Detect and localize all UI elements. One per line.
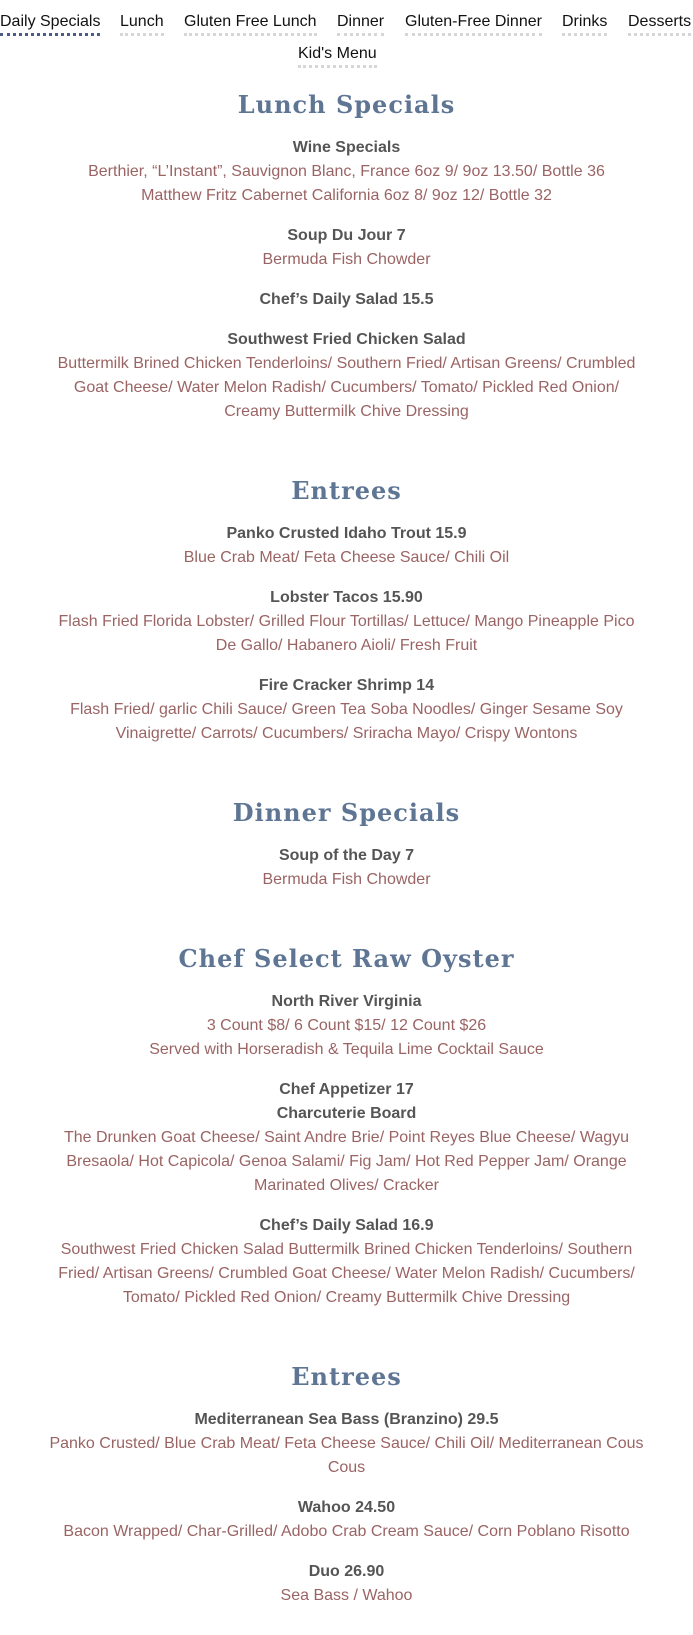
item-name-soup-du-jour: Soup Du Jour 7 [287, 227, 406, 244]
item-desc-wahoo: Bacon Wrapped/ Char-Grilled/ Adobo Crab Cream Sauce/ Corn Poblano Risotto [63, 1523, 630, 1540]
item-desc-salad-dinner-line-2: Fried/ Artisan Greens/ Crumbled Goat Cheese/ Water Melon Radish/ Cucumbers/ [58, 1265, 635, 1282]
item-desc-lobster-tacos-line-2: De Gallo/ Habanero Aioli/ Fresh Fruit [215, 637, 478, 654]
item-desc-soup-du-jour: Bermuda Fish Chowder [262, 251, 431, 268]
item-name-wine-specials: Wine Specials [292, 139, 401, 156]
item-desc-wine-line-2: Matthew Fritz Cabernet California 6oz 8/ 9oz 12/ Bottle 32 [141, 187, 552, 204]
nav-gluten-free-lunch[interactable]: Gluten Free Lunch [184, 12, 317, 36]
nav-gluten-free-dinner[interactable]: Gluten-Free Dinner [405, 12, 542, 36]
item-name-north-river-virginia: North River Virginia [271, 993, 422, 1010]
section-title-dinner-specials: Dinner Specials [232, 798, 461, 827]
item-desc-duo: Sea Bass / Wahoo [280, 1587, 413, 1604]
nav-kids-menu[interactable]: Kid's Menu [298, 44, 377, 68]
section-title-lunch-specials: Lunch Specials [237, 90, 456, 119]
item-name-fire-cracker-shrimp: Fire Cracker Shrimp 14 [258, 677, 435, 694]
item-desc-southwest-line-1: Buttermilk Brined Chicken Tenderloins/ Southern Fried/ Artisan Greens/ Crumbled [57, 355, 636, 372]
item-desc-wine-line-1: Berthier, “L’Instant”, Sauvignon Blanc, France 6oz 9/ 9oz 13.50/ Bottle 36 [88, 163, 605, 180]
section-title-dinner-entrees: Entrees [291, 1362, 402, 1391]
item-name-charcuterie-board: Charcuterie Board [276, 1105, 417, 1122]
item-name-soup-of-the-day: Soup of the Day 7 [278, 847, 415, 864]
item-desc-idaho-trout: Blue Crab Meat/ Feta Cheese Sauce/ Chili Oil [183, 549, 510, 566]
item-name-mediterranean-sea-bass: Mediterranean Sea Bass (Branzino) 29.5 [194, 1411, 499, 1428]
item-name-wahoo: Wahoo 24.50 [297, 1499, 396, 1516]
nav-dinner[interactable]: Dinner [337, 12, 384, 36]
item-name-chefs-daily-salad: Chef’s Daily Salad 15.5 [259, 291, 434, 308]
item-desc-charcuterie-line-3: Marinated Olives/ Cracker [254, 1177, 439, 1194]
item-desc-soup-of-the-day: Bermuda Fish Chowder [262, 871, 431, 888]
item-desc-oyster-sauce: Served with Horseradish & Tequila Lime Cocktail Sauce [149, 1041, 544, 1058]
nav-desserts[interactable]: Desserts [628, 12, 691, 36]
item-desc-charcuterie-line-1: The Drunken Goat Cheese/ Saint Andre Brie/ Point Reyes Blue Cheese/ Wagyu [63, 1129, 630, 1146]
section-title-raw-oyster: Chef Select Raw Oyster [178, 944, 515, 973]
item-name-idaho-trout: Panko Crusted Idaho Trout 15.9 [226, 525, 467, 542]
nav-lunch[interactable]: Lunch [120, 12, 164, 36]
item-desc-lobster-tacos-line-1: Flash Fried Florida Lobster/ Grilled Flour Tortillas/ Lettuce/ Mango Pineapple Pico [58, 613, 635, 630]
item-name-chefs-daily-salad-dinner: Chef’s Daily Salad 16.9 [259, 1217, 434, 1234]
item-desc-sea-bass-line-2: Cous [327, 1459, 366, 1476]
item-name-southwest-salad: Southwest Fried Chicken Salad [227, 331, 466, 348]
item-desc-oyster-counts: 3 Count $8/ 6 Count $15/ 12 Count $26 [206, 1017, 487, 1034]
item-desc-shrimp-line-2: Vinaigrette/ Carrots/ Cucumbers/ Sriracha Mayo/ Crispy Wontons [115, 725, 578, 742]
item-desc-shrimp-line-1: Flash Fried/ garlic Chili Sauce/ Green Tea Soba Noodles/ Ginger Sesame Soy [70, 701, 623, 718]
item-desc-salad-dinner-line-1: Southwest Fried Chicken Salad Buttermilk Brined Chicken Tenderloins/ Southern [60, 1241, 633, 1258]
item-desc-southwest-line-3: Creamy Buttermilk Chive Dressing [224, 403, 469, 420]
item-name-chef-appetizer: Chef Appetizer 17 [279, 1081, 414, 1098]
item-desc-salad-dinner-line-3: Tomato/ Pickled Red Onion/ Creamy Buttermilk Chive Dressing [122, 1289, 571, 1306]
nav-drinks[interactable]: Drinks [562, 12, 607, 36]
item-desc-southwest-line-2: Goat Cheese/ Water Melon Radish/ Cucumbers/ Tomato/ Pickled Red Onion/ [73, 379, 620, 396]
item-name-lobster-tacos: Lobster Tacos 15.90 [270, 589, 423, 606]
section-title-lunch-entrees: Entrees [291, 476, 402, 505]
nav-daily-specials[interactable]: Daily Specials [0, 12, 100, 36]
item-desc-charcuterie-line-2: Bresaola/ Hot Capicola/ Genoa Salami/ Fig Jam/ Hot Red Pepper Jam/ Orange [66, 1153, 627, 1170]
item-desc-sea-bass-line-1: Panko Crusted/ Blue Crab Meat/ Feta Cheese Sauce/ Chili Oil/ Mediterranean Cous [49, 1435, 644, 1452]
item-name-duo: Duo 26.90 [308, 1563, 385, 1580]
